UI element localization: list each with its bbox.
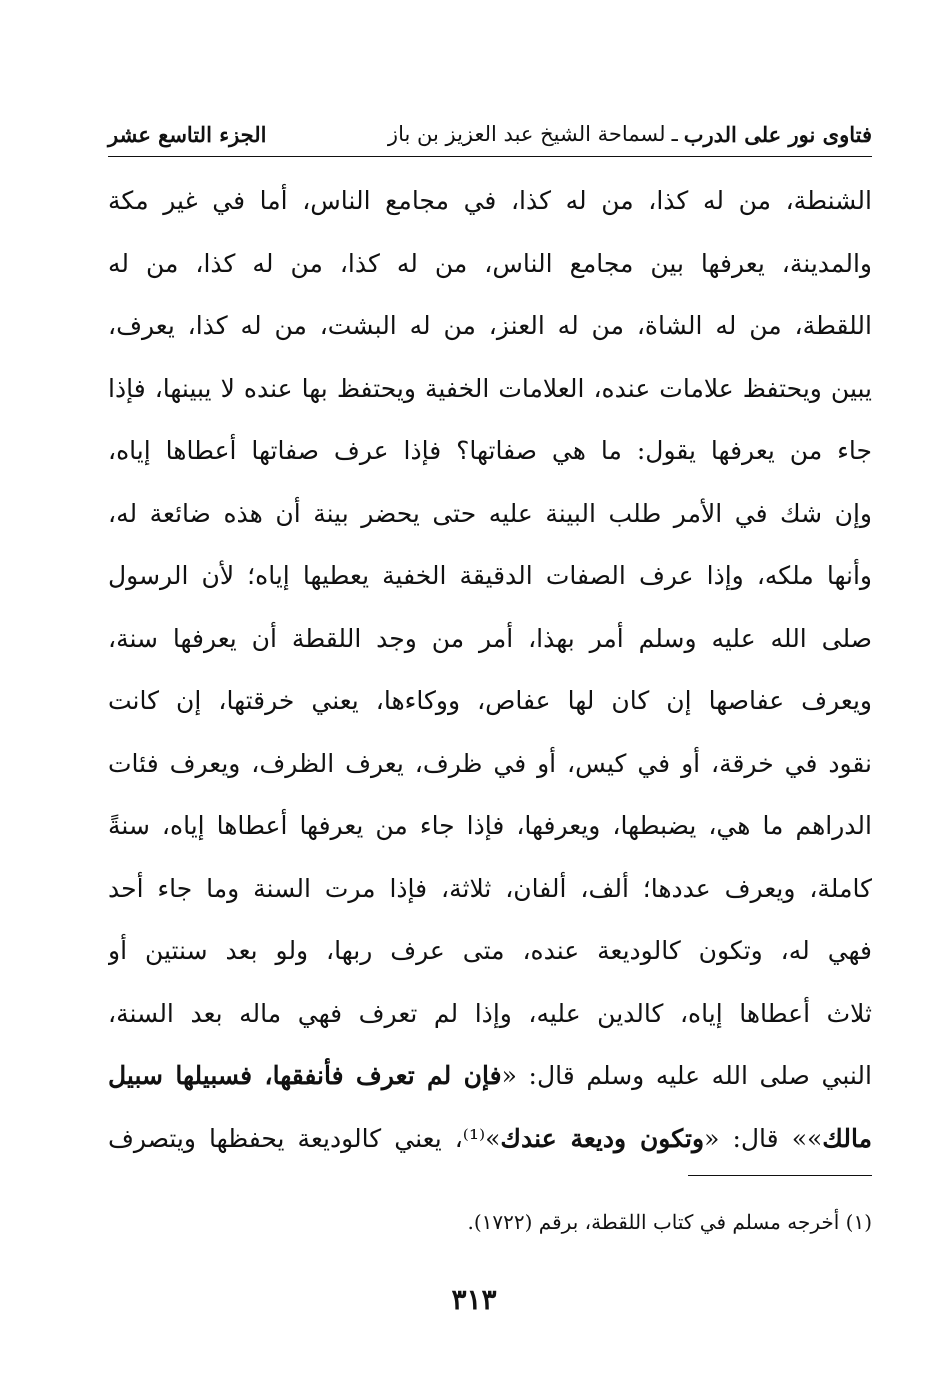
running-header [108, 112, 872, 157]
hadith-quote: فإن لم تعرف فأنفقها، فسبيلها سبيل [108, 1061, 502, 1090]
hadith-quote: وتكون وديعة عندك [500, 1123, 705, 1153]
header-dash: ـ [671, 122, 678, 146]
hadith-quote: مالك [822, 1123, 872, 1153]
header-title-group [388, 122, 872, 147]
text-line: مالك»» قال: «وتكون وديعة عندك»⁽¹⁾، يعني كالوديعة يحفظها ويتصرف [108, 1123, 872, 1153]
text-line: يبين ويحتفظ علامات عنده، العلامات الخفية ويحتفظ بها عنده لا يبينها، فإذا [108, 373, 872, 403]
text-line: الدراهم ما هي، يضبطها، ويعرفها، فإذا جاء من يعرفها أعطاها إياه، سنةً [108, 811, 872, 840]
text-line: الشنطة، من له كذا، من له كذا، في مجامع الناس، أما في غير مكة [108, 186, 872, 215]
text-line: صلى الله عليه وسلم أمر بهذا، أمر من وجد اللقطة أن يعرفها سنة، [108, 623, 872, 653]
text-line: ويعرف عفاصها إن كان لها عفاص، ووكاءها، يعني خرقتها، إن كانت [108, 686, 872, 715]
author-name: لسماحة الشيخ عبد العزيز بن باز [387, 122, 666, 146]
text-line: النبي صلى الله عليه وسلم قال: «فإن لم تعرف فأنفقها، فسبيلها سبيل [108, 1061, 872, 1090]
page-number: ٣١٣ [451, 1283, 497, 1316]
text-line: نقود في خرقة، أو في كيس، أو في ظرف، يعرف الظرف، ويعرف فئات [108, 748, 872, 778]
book-title: فتاوى نور على الدرب [683, 121, 872, 147]
text-line: وإن شك في الأمر طلب البينة عليه حتى يحضر بينة أن هذه ضائعة له، [108, 498, 872, 528]
footnote: (١) أخرجه مسلم في كتاب اللقطة، برقم (١٧٢٢). [467, 1210, 872, 1234]
text-line: فهي له، وتكون كالوديعة عنده، متى عرف ربها، ولو بعد سنتين أو [108, 936, 872, 965]
footnote-separator [688, 1175, 872, 1176]
text-line: جاء من يعرفها يقول: ما هي صفاتها؟ فإذا عرف صفاتها أعطاها إياه، [108, 436, 872, 465]
volume-label: الجزء التاسع عشر [108, 121, 267, 147]
text-line: والمدينة، يعرفها بين مجامع الناس، من له كذا، من له كذا، من له [108, 248, 872, 278]
text-line: اللقطة، من له الشاة، من له العنز، من له البشت، من له كذا، يعرف، [108, 311, 872, 340]
text-line: وأنها ملكه، وإذا عرف الصفات الدقيقة الخفية يعطيها إياه؛ لأن الرسول [108, 561, 872, 590]
text-line: كاملة، ويعرف عددها؛ ألف، ألفان، ثلاثة، فإذا مرت السنة وما جاء أحد [108, 873, 872, 903]
main-text [108, 170, 872, 1170]
text-line: ثلاث أعطاها إياه، كالدين عليه، وإذا لم تعرف فهي ماله بعد السنة، [108, 998, 872, 1028]
